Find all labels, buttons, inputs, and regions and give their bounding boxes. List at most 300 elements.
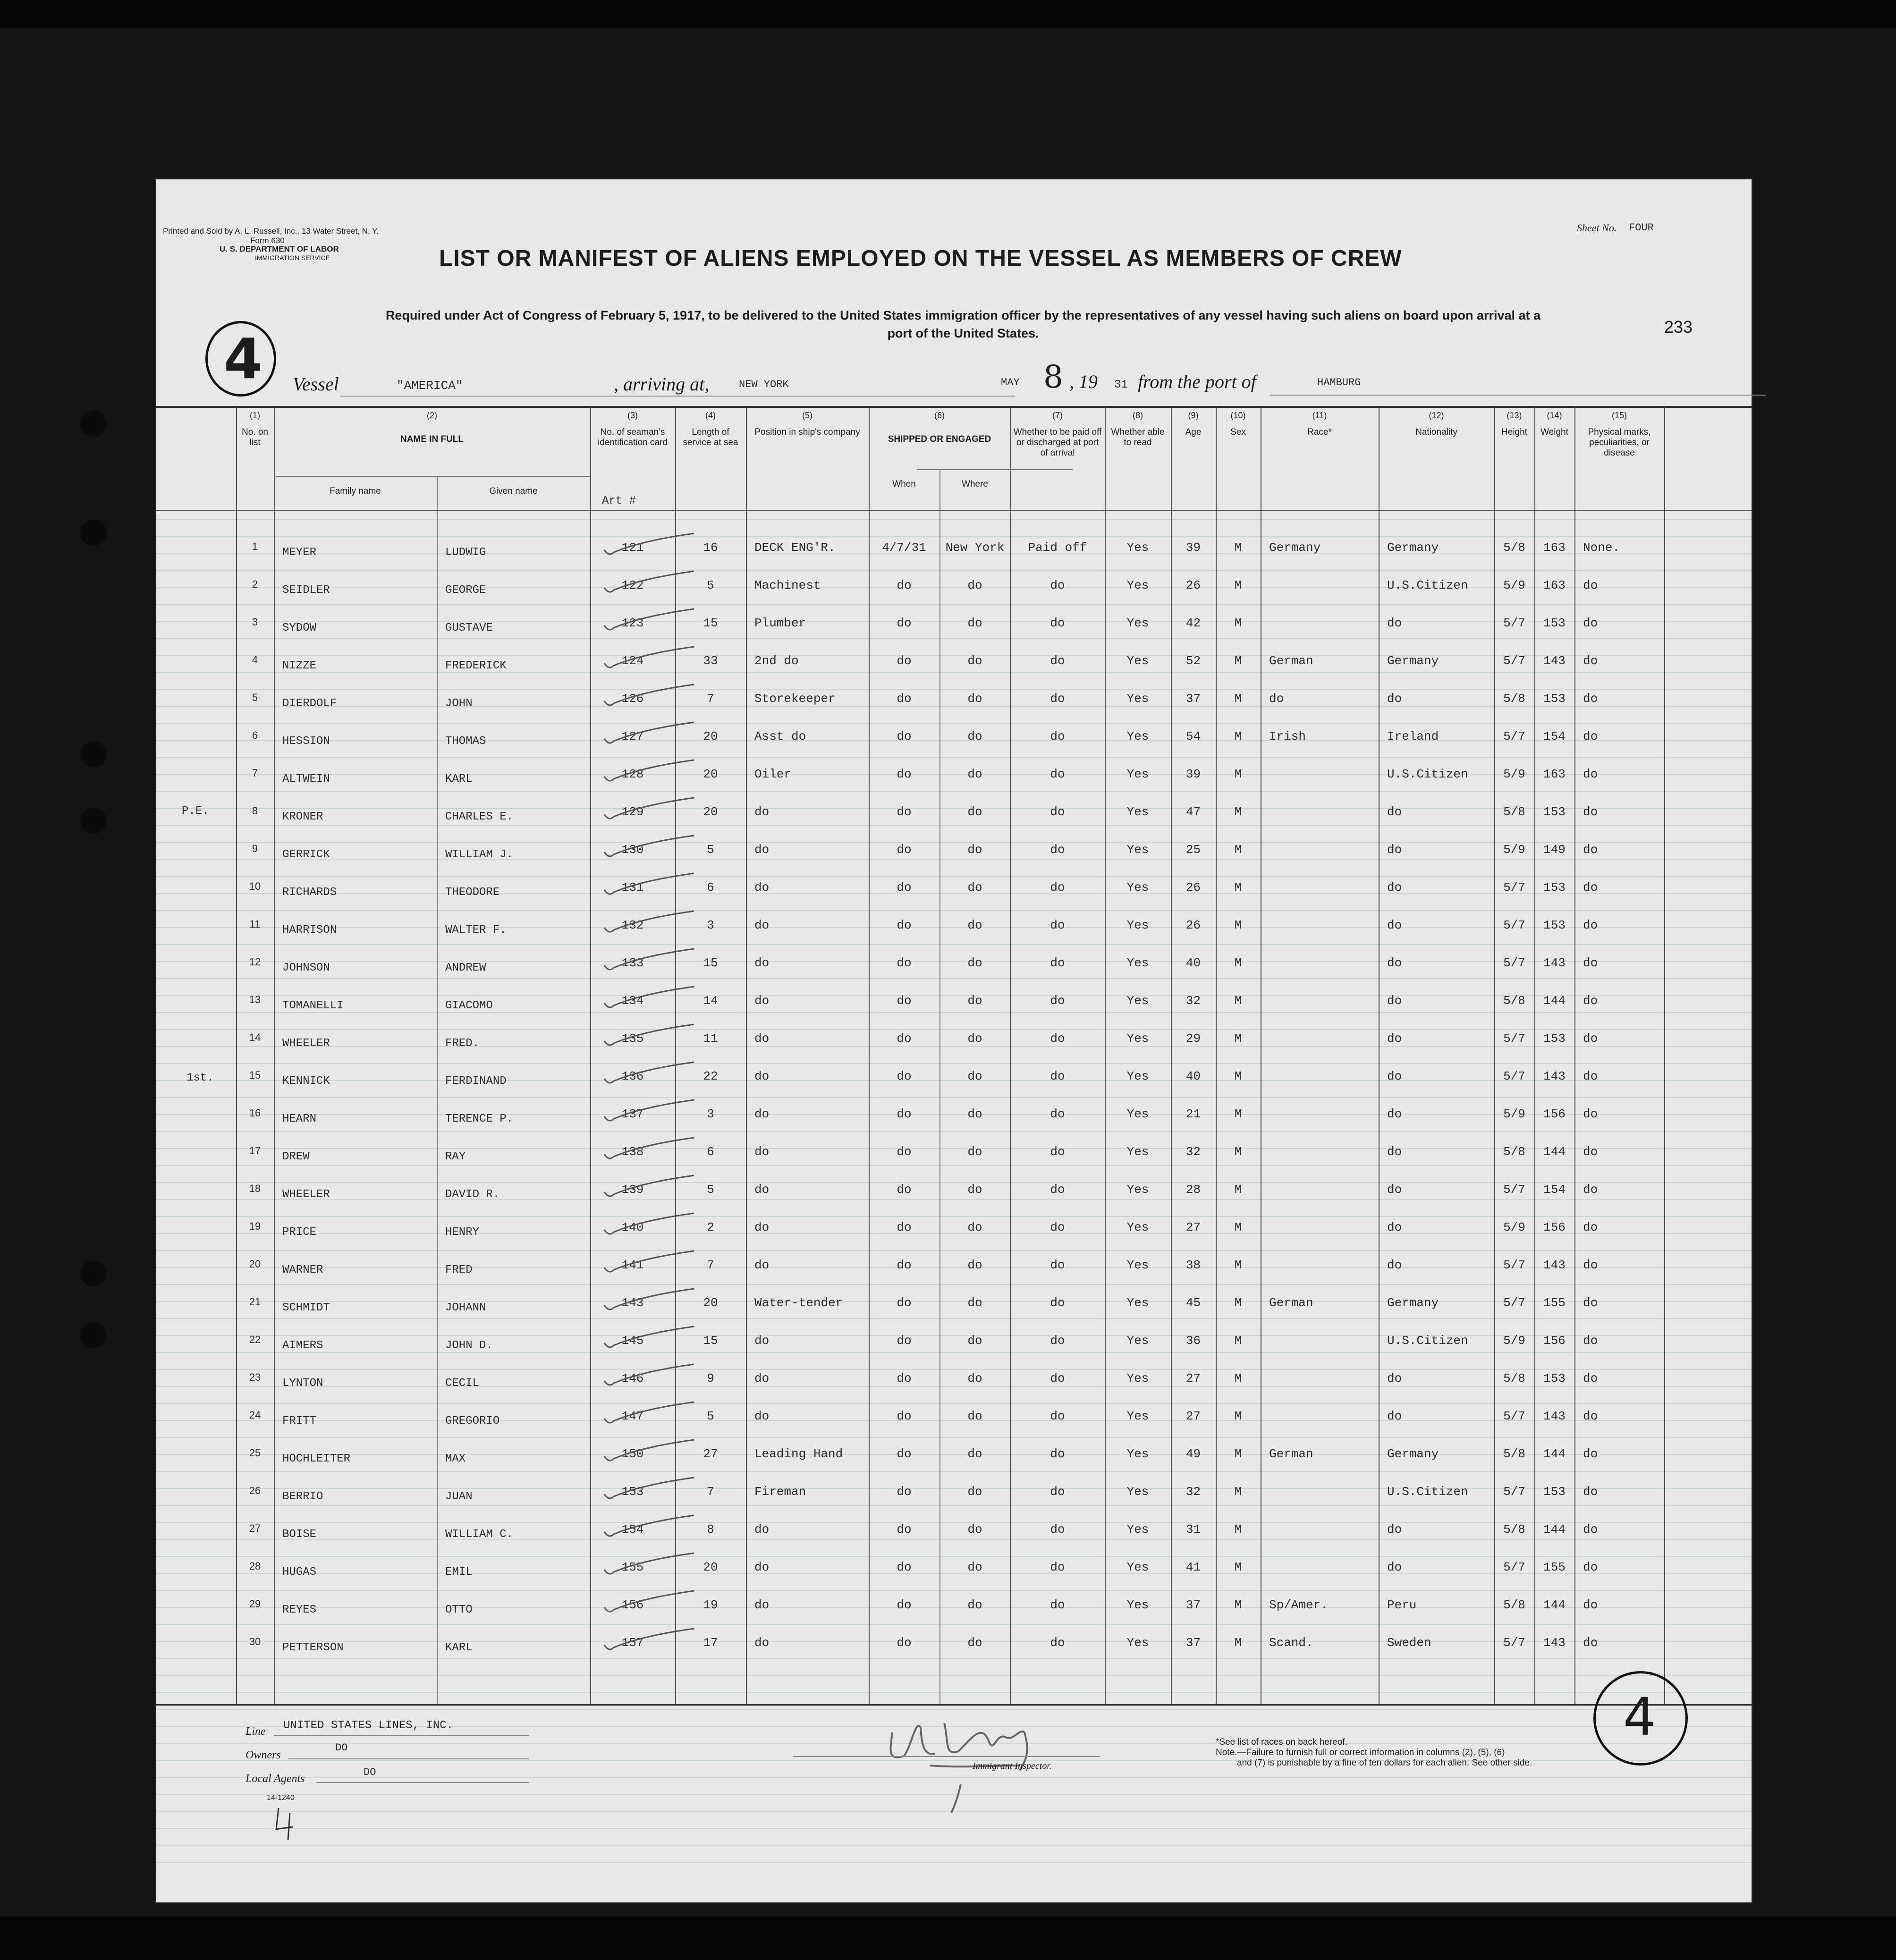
page-number: 233 bbox=[1664, 317, 1693, 337]
cell-when: do bbox=[897, 880, 912, 895]
cell-card: 145 bbox=[621, 1334, 644, 1348]
column-rule bbox=[236, 407, 237, 1704]
cell-when: do bbox=[897, 1447, 912, 1461]
column-number: (11) bbox=[1312, 411, 1327, 420]
cell-where: do bbox=[967, 1485, 982, 1499]
cell-service: 2 bbox=[707, 1220, 714, 1234]
cell-where: do bbox=[967, 1334, 982, 1348]
cell-where: do bbox=[967, 578, 982, 592]
subtitle-line1: Required under Act of Congress of February 5, 1917, to be delivered to the United States immigration officer by the representatives of any vessel having such aliens on board upon arrival at a bbox=[385, 308, 1541, 322]
cell-race: Sp/Amer. bbox=[1269, 1598, 1328, 1612]
cell-age: 39 bbox=[1185, 541, 1201, 555]
cell-where: do bbox=[967, 1258, 982, 1272]
cell-service: 5 bbox=[707, 1409, 714, 1423]
cell-nat: do bbox=[1387, 1371, 1402, 1386]
check-mark bbox=[600, 1135, 699, 1168]
form-number: Form 630 bbox=[250, 236, 285, 245]
cell-weight: 144 bbox=[1543, 1145, 1566, 1159]
cell-when: do bbox=[897, 1409, 912, 1423]
ledger-line bbox=[156, 638, 1752, 639]
cell-service: 20 bbox=[703, 729, 718, 743]
column-subheader: Given name bbox=[489, 486, 538, 496]
cell-card: 154 bbox=[621, 1522, 644, 1537]
cell-weight: 144 bbox=[1543, 1598, 1566, 1612]
ledger-line bbox=[156, 1369, 1752, 1370]
cell-when: do bbox=[897, 1220, 912, 1234]
cell-weight: 143 bbox=[1543, 1258, 1566, 1272]
cell-nat: Ireland bbox=[1387, 729, 1439, 743]
cell-marks: do bbox=[1583, 1371, 1598, 1386]
cell-sex: M bbox=[1234, 1069, 1242, 1083]
from-label: from the port of bbox=[1138, 371, 1256, 392]
ledger-line bbox=[156, 910, 1752, 911]
cell-read: Yes bbox=[1126, 1447, 1149, 1461]
cell-where: do bbox=[967, 956, 982, 970]
column-number: (8) bbox=[1133, 411, 1143, 420]
cell-nat: do bbox=[1387, 692, 1402, 706]
manifest-page bbox=[156, 179, 1752, 1902]
column-number: (15) bbox=[1611, 411, 1627, 420]
ledger-line bbox=[156, 1624, 1752, 1625]
cell-card: 155 bbox=[621, 1560, 644, 1574]
column-extra: Art # bbox=[602, 495, 636, 507]
column-subheader: Where bbox=[962, 479, 988, 489]
column-rule bbox=[1664, 407, 1665, 1704]
cell-when: do bbox=[897, 1183, 912, 1197]
cell-service: 14 bbox=[703, 994, 718, 1008]
cell-where: do bbox=[967, 1296, 982, 1310]
sheet-value: FOUR bbox=[1629, 222, 1654, 234]
cell-no: 13 bbox=[249, 994, 261, 1005]
column-header: Physical marks, peculiarities, or disease bbox=[1588, 427, 1651, 458]
cell-where: do bbox=[967, 1409, 982, 1423]
cell-service: 7 bbox=[707, 1258, 714, 1272]
cell-when: do bbox=[897, 1485, 912, 1499]
cell-paid: do bbox=[1050, 1409, 1065, 1423]
cell-age: 25 bbox=[1185, 843, 1201, 857]
cell-read: Yes bbox=[1126, 654, 1149, 668]
cell-given: WILLIAM C. bbox=[445, 1528, 514, 1541]
cell-marks: do bbox=[1583, 805, 1598, 819]
cell-height: 5/7 bbox=[1503, 1183, 1525, 1197]
check-mark bbox=[600, 1098, 699, 1131]
cell-when: do bbox=[897, 1145, 912, 1159]
check-mark bbox=[600, 758, 699, 791]
cell-marks: do bbox=[1583, 1334, 1598, 1348]
cell-height: 5/8 bbox=[1503, 1145, 1525, 1159]
cell-sex: M bbox=[1234, 541, 1242, 555]
check-mark bbox=[600, 871, 699, 904]
cell-position: do bbox=[754, 1145, 770, 1159]
cell-card: 147 bbox=[621, 1409, 644, 1423]
cell-when: do bbox=[897, 729, 912, 743]
cell-age: 28 bbox=[1185, 1183, 1201, 1197]
cell-race: German bbox=[1269, 1447, 1313, 1461]
column-subheader: Family name bbox=[330, 486, 381, 496]
cell-height: 5/8 bbox=[1503, 1598, 1525, 1612]
cell-paid: do bbox=[1050, 1560, 1065, 1574]
cell-height: 5/7 bbox=[1503, 1031, 1525, 1046]
ledger-line bbox=[156, 723, 1752, 724]
punch-hole bbox=[80, 411, 107, 437]
cell-read: Yes bbox=[1126, 1560, 1149, 1574]
cell-sex: M bbox=[1234, 994, 1242, 1008]
cell-read: Yes bbox=[1126, 1258, 1149, 1272]
cell-position: Leading Hand bbox=[754, 1447, 843, 1461]
ledger-line bbox=[156, 1505, 1752, 1506]
cell-position: Storekeeper bbox=[754, 692, 836, 706]
column-number: (2) bbox=[427, 411, 437, 420]
cell-height: 5/9 bbox=[1503, 1220, 1525, 1234]
cell-no: 7 bbox=[252, 767, 258, 779]
ledger-line bbox=[156, 1845, 1752, 1846]
cell-position: do bbox=[754, 1220, 770, 1234]
cell-age: 32 bbox=[1185, 1145, 1201, 1159]
cell-age: 38 bbox=[1185, 1258, 1201, 1272]
cell-read: Yes bbox=[1126, 1485, 1149, 1499]
ledger-line bbox=[156, 944, 1752, 945]
cell-sex: M bbox=[1234, 1560, 1242, 1574]
cell-family: PRICE bbox=[282, 1226, 317, 1239]
cell-sex: M bbox=[1234, 578, 1242, 592]
cell-sex: M bbox=[1234, 654, 1242, 668]
cell-height: 5/8 bbox=[1503, 805, 1525, 819]
cell-sex: M bbox=[1234, 1220, 1242, 1234]
cell-card: 133 bbox=[621, 956, 644, 970]
cell-card: 126 bbox=[621, 692, 644, 706]
cell-nat: Germany bbox=[1387, 1296, 1439, 1310]
cell-when: do bbox=[897, 1296, 912, 1310]
column-rule bbox=[1216, 407, 1217, 1704]
cell-height: 5/8 bbox=[1503, 1371, 1525, 1386]
cell-no: 1 bbox=[252, 541, 258, 552]
cell-family: REYES bbox=[282, 1604, 317, 1616]
cell-sex: M bbox=[1234, 1522, 1242, 1537]
cell-family: NIZZE bbox=[282, 659, 317, 672]
cell-when: do bbox=[897, 1598, 912, 1612]
cell-no: 27 bbox=[249, 1522, 261, 1534]
cell-read: Yes bbox=[1126, 692, 1149, 706]
cell-position: DECK ENG'R. bbox=[754, 541, 836, 555]
line-label: Line bbox=[245, 1725, 266, 1738]
cell-nat: do bbox=[1387, 1107, 1402, 1121]
check-mark bbox=[600, 1475, 699, 1508]
cell-height: 5/8 bbox=[1503, 994, 1525, 1008]
column-header: Position in ship's company bbox=[754, 427, 860, 437]
cell-height: 5/7 bbox=[1503, 1636, 1525, 1650]
cell-sex: M bbox=[1234, 1598, 1242, 1612]
cell-age: 26 bbox=[1185, 918, 1201, 932]
cell-weight: 143 bbox=[1543, 654, 1566, 668]
agents-label: Local Agents bbox=[245, 1773, 305, 1785]
cell-card: 143 bbox=[621, 1296, 644, 1310]
cell-sex: M bbox=[1234, 1183, 1242, 1197]
ledger-line bbox=[156, 1437, 1752, 1438]
column-header: Whether to be paid off or discharged at port of arrival bbox=[1013, 427, 1102, 458]
cell-when: do bbox=[897, 1258, 912, 1272]
check-mark bbox=[600, 569, 699, 602]
ledger-line bbox=[156, 1386, 1752, 1387]
cell-age: 37 bbox=[1185, 1636, 1201, 1650]
check-mark bbox=[600, 607, 699, 640]
cell-service: 16 bbox=[703, 541, 718, 555]
cell-when: do bbox=[897, 1069, 912, 1083]
cell-marks: do bbox=[1583, 1560, 1598, 1574]
check-mark bbox=[600, 946, 699, 980]
sheet-label: Sheet No. bbox=[1577, 222, 1617, 234]
cell-marks: do bbox=[1583, 1069, 1598, 1083]
cell-weight: 153 bbox=[1543, 1485, 1566, 1499]
ledger-line bbox=[156, 672, 1752, 673]
cell-where: do bbox=[967, 1522, 982, 1537]
cell-weight: 153 bbox=[1543, 616, 1566, 630]
cell-nat: do bbox=[1387, 956, 1402, 970]
year-suffix: 31 bbox=[1114, 379, 1128, 391]
cell-card: 129 bbox=[621, 805, 644, 819]
cell-given: JOHN D. bbox=[445, 1339, 493, 1352]
check-mark bbox=[600, 1513, 699, 1546]
cell-service: 6 bbox=[707, 1145, 714, 1159]
cell-service: 20 bbox=[703, 1560, 718, 1574]
department: U. S. DEPARTMENT OF LABOR bbox=[220, 245, 339, 253]
cell-no: 25 bbox=[249, 1447, 261, 1459]
cell-where: do bbox=[967, 1069, 982, 1083]
ledger-line bbox=[156, 1165, 1752, 1166]
cell-weight: 156 bbox=[1543, 1107, 1566, 1121]
cell-when: do bbox=[897, 1031, 912, 1046]
cell-card: 135 bbox=[621, 1031, 644, 1046]
cell-marks: do bbox=[1583, 956, 1598, 970]
check-mark bbox=[600, 1211, 699, 1244]
cell-card: 157 bbox=[621, 1636, 644, 1650]
cell-marks: do bbox=[1583, 1522, 1598, 1537]
year-prefix: , 19 bbox=[1069, 371, 1098, 392]
cell-given: MAX bbox=[445, 1453, 466, 1465]
cell-age: 54 bbox=[1185, 729, 1201, 743]
cell-family: SYDOW bbox=[282, 622, 317, 634]
cell-weight: 163 bbox=[1543, 767, 1566, 781]
cell-position: do bbox=[754, 994, 770, 1008]
ledger-line bbox=[156, 706, 1752, 707]
cell-marks: do bbox=[1583, 1296, 1598, 1310]
cell-family: HUGAS bbox=[282, 1566, 317, 1579]
agents-value: DO bbox=[364, 1766, 376, 1778]
cell-card: 140 bbox=[621, 1220, 644, 1234]
arrival-day: 8 bbox=[1043, 359, 1063, 395]
cell-nat: U.S.Citizen bbox=[1387, 767, 1468, 781]
cell-where: do bbox=[967, 843, 982, 857]
cell-age: 52 bbox=[1185, 654, 1201, 668]
cell-weight: 163 bbox=[1543, 541, 1566, 555]
cell-paid: do bbox=[1050, 654, 1065, 668]
column-number: (12) bbox=[1429, 411, 1444, 420]
ledger-line bbox=[156, 1216, 1752, 1217]
cell-age: 26 bbox=[1185, 880, 1201, 895]
line-value: UNITED STATES LINES, INC. bbox=[283, 1719, 454, 1732]
cell-family: WHEELER bbox=[282, 1188, 330, 1201]
cell-service: 22 bbox=[703, 1069, 718, 1083]
cell-when: do bbox=[897, 1560, 912, 1574]
cell-card: 123 bbox=[621, 616, 644, 630]
ledger-line bbox=[156, 791, 1752, 792]
cell-read: Yes bbox=[1126, 1031, 1149, 1046]
column-number: (13) bbox=[1507, 411, 1522, 420]
ledger-line bbox=[156, 876, 1752, 877]
cell-no: 11 bbox=[249, 918, 261, 930]
ledger-line bbox=[156, 1046, 1752, 1047]
check-mark bbox=[600, 1588, 699, 1622]
cell-family: SCHMIDT bbox=[282, 1301, 330, 1314]
cell-weight: 143 bbox=[1543, 1636, 1566, 1650]
cell-race: do bbox=[1269, 692, 1284, 706]
cell-height: 5/7 bbox=[1503, 654, 1525, 668]
cell-read: Yes bbox=[1126, 1371, 1149, 1386]
scan-border-bottom bbox=[0, 1917, 1896, 1960]
cell-paid: do bbox=[1050, 1447, 1065, 1461]
circled-number: 4 bbox=[205, 321, 276, 397]
cell-height: 5/8 bbox=[1503, 692, 1525, 706]
vessel-name: "AMERICA" bbox=[397, 379, 463, 393]
cell-when: do bbox=[897, 1107, 912, 1121]
punch-hole bbox=[80, 1322, 107, 1348]
cell-age: 39 bbox=[1185, 767, 1201, 781]
cell-family: ALTWEIN bbox=[282, 773, 330, 786]
check-mark bbox=[600, 1173, 699, 1206]
column-number: (10) bbox=[1230, 411, 1246, 420]
cell-where: do bbox=[967, 1220, 982, 1234]
check-mark bbox=[600, 1551, 699, 1584]
cell-sex: M bbox=[1234, 729, 1242, 743]
cell-family: MEYER bbox=[282, 546, 317, 559]
cell-service: 27 bbox=[703, 1447, 718, 1461]
cell-height: 5/7 bbox=[1503, 1560, 1525, 1574]
ledger-line bbox=[156, 1658, 1752, 1659]
cell-family: BERRIO bbox=[282, 1490, 323, 1503]
cell-family: KENNICK bbox=[282, 1075, 330, 1088]
cell-position: do bbox=[754, 843, 770, 857]
cell-age: 32 bbox=[1185, 1485, 1201, 1499]
cell-when: do bbox=[897, 956, 912, 970]
punch-hole bbox=[80, 807, 107, 834]
cell-read: Yes bbox=[1126, 956, 1149, 970]
cell-sex: M bbox=[1234, 1145, 1242, 1159]
cell-marks: do bbox=[1583, 1598, 1598, 1612]
cell-age: 27 bbox=[1185, 1220, 1201, 1234]
cell-marks: do bbox=[1583, 1107, 1598, 1121]
cell-family: HOCHLEITER bbox=[282, 1453, 351, 1465]
cell-service: 9 bbox=[707, 1371, 714, 1386]
cell-marks: do bbox=[1583, 767, 1598, 781]
cell-weight: 153 bbox=[1543, 880, 1566, 895]
cell-age: 31 bbox=[1185, 1522, 1201, 1537]
cell-marks: None. bbox=[1583, 541, 1620, 555]
cell-card: 150 bbox=[621, 1447, 644, 1461]
cell-when: do bbox=[897, 1522, 912, 1537]
cell-no: 10 bbox=[249, 880, 261, 892]
cell-when: do bbox=[897, 767, 912, 781]
ledger-line bbox=[156, 604, 1752, 605]
cell-sex: M bbox=[1234, 767, 1242, 781]
cell-height: 5/7 bbox=[1503, 1485, 1525, 1499]
cell-age: 47 bbox=[1185, 805, 1201, 819]
column-number: (9) bbox=[1188, 411, 1199, 420]
cell-no: 30 bbox=[249, 1636, 261, 1647]
cell-nat: do bbox=[1387, 1220, 1402, 1234]
cell-when: do bbox=[897, 1334, 912, 1348]
cell-given: GREGORIO bbox=[445, 1415, 500, 1428]
cell-when: do bbox=[897, 692, 912, 706]
cell-where: do bbox=[967, 1560, 982, 1574]
inspector-signature bbox=[878, 1690, 1076, 1813]
cell-no: 3 bbox=[252, 616, 258, 628]
check-mark bbox=[600, 1286, 699, 1319]
cell-marks: do bbox=[1583, 692, 1598, 706]
cell-age: 21 bbox=[1185, 1107, 1201, 1121]
cell-service: 3 bbox=[707, 918, 714, 932]
cell-nat: do bbox=[1387, 1145, 1402, 1159]
cell-no: 19 bbox=[249, 1220, 261, 1232]
cell-read: Yes bbox=[1126, 880, 1149, 895]
cell-weight: 143 bbox=[1543, 956, 1566, 970]
cell-sex: M bbox=[1234, 616, 1242, 630]
cell-paid: do bbox=[1050, 1598, 1065, 1612]
ledger-line bbox=[156, 825, 1752, 826]
page-title: LIST OR MANIFEST OF ALIENS EMPLOYED ON THE VESSEL AS MEMBERS OF CREW bbox=[439, 246, 1402, 271]
cell-sex: M bbox=[1234, 1485, 1242, 1499]
cell-given: WILLIAM J. bbox=[445, 848, 514, 861]
vessel-label: Vessel bbox=[293, 373, 339, 395]
cell-when: do bbox=[897, 918, 912, 932]
cell-where: New York bbox=[945, 541, 1005, 555]
cell-card: 136 bbox=[621, 1069, 644, 1083]
cell-family: WARNER bbox=[282, 1264, 323, 1276]
cell-position: do bbox=[754, 956, 770, 970]
column-header: Whether able to read bbox=[1111, 427, 1165, 448]
cell-position: do bbox=[754, 1334, 770, 1348]
cell-height: 5/7 bbox=[1503, 880, 1525, 895]
column-header: NAME IN FULL bbox=[400, 434, 464, 444]
cell-given: KARL bbox=[445, 1641, 473, 1654]
cell-height: 5/9 bbox=[1503, 1107, 1525, 1121]
cell-age: 42 bbox=[1185, 616, 1201, 630]
cell-paid: do bbox=[1050, 1183, 1065, 1197]
cell-family: HESSION bbox=[282, 735, 330, 748]
cell-card: 156 bbox=[621, 1598, 644, 1612]
cell-sex: M bbox=[1234, 880, 1242, 895]
cell-position: Fireman bbox=[754, 1485, 806, 1499]
ledger-line bbox=[156, 1097, 1752, 1098]
cell-race: German bbox=[1269, 654, 1313, 668]
cell-no: 20 bbox=[249, 1258, 261, 1270]
cell-given: LUDWIG bbox=[445, 546, 486, 559]
cell-position: Water-tender bbox=[754, 1296, 843, 1310]
cell-height: 5/9 bbox=[1503, 578, 1525, 592]
check-mark bbox=[600, 1324, 699, 1357]
cell-height: 5/7 bbox=[1503, 616, 1525, 630]
ledger-line bbox=[156, 689, 1752, 690]
cell-marks: do bbox=[1583, 616, 1598, 630]
cell-nat: do bbox=[1387, 843, 1402, 857]
check-mark bbox=[600, 682, 699, 715]
cell-paid: do bbox=[1050, 956, 1065, 970]
cell-where: do bbox=[967, 1107, 982, 1121]
ledger-line bbox=[156, 1403, 1752, 1404]
cell-nat: do bbox=[1387, 994, 1402, 1008]
cell-given: JOHANN bbox=[445, 1301, 486, 1314]
cell-card: 139 bbox=[621, 1183, 644, 1197]
check-mark bbox=[600, 909, 699, 942]
cell-paid: do bbox=[1050, 843, 1065, 857]
